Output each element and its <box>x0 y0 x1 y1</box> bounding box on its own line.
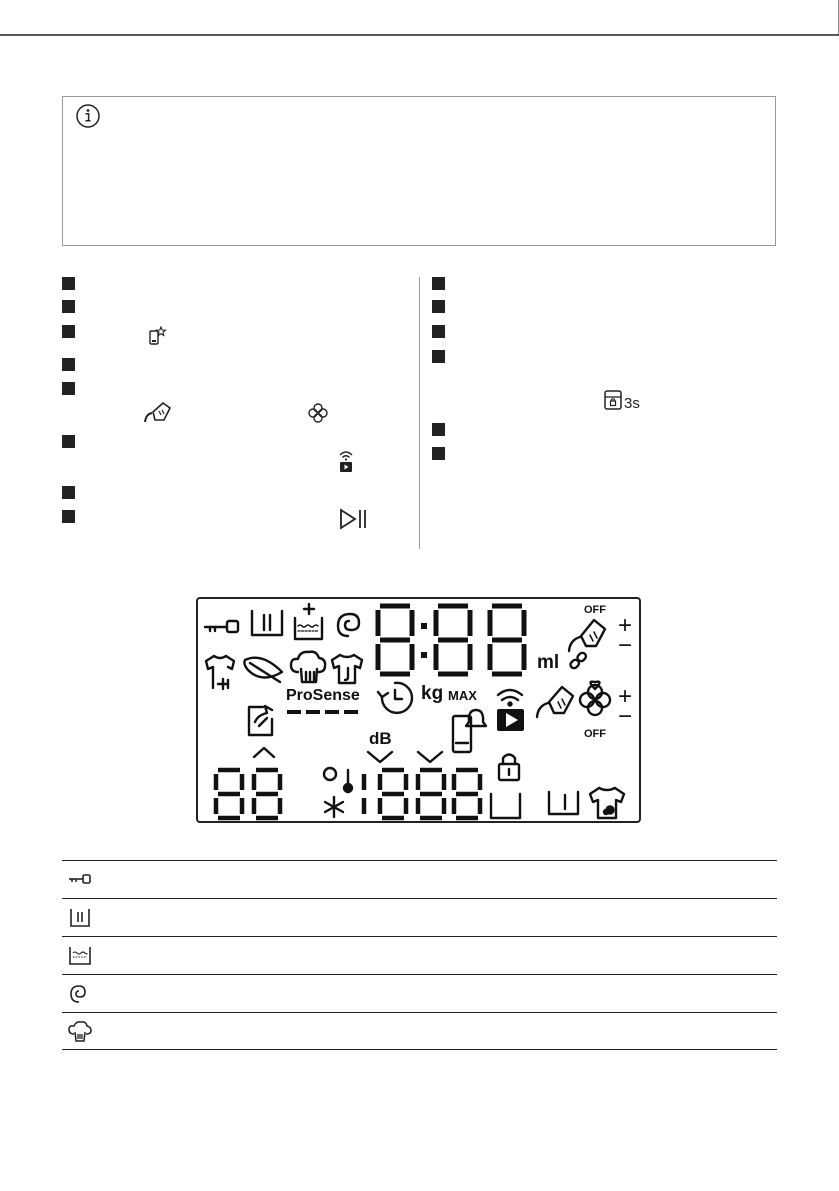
legend-number-box <box>62 325 75 338</box>
legend-number-box <box>432 325 445 338</box>
detergent-dispenser-icon <box>143 400 173 429</box>
legend-number-box <box>432 277 445 290</box>
softener-flower-icon <box>307 402 329 429</box>
legend-number-box <box>62 435 75 448</box>
start-pause-icon <box>338 507 370 536</box>
display-minus-bottom: − <box>618 703 633 730</box>
legend-number-box <box>432 447 445 460</box>
legend-number-box <box>62 300 75 313</box>
soak-icon <box>67 945 93 972</box>
display-plus-top: + <box>618 612 633 639</box>
legend-number-box <box>432 300 445 313</box>
table-row <box>62 898 777 936</box>
steam-icon <box>67 1021 93 1048</box>
legend-number-box <box>62 382 75 395</box>
remote-start-icon <box>336 449 356 478</box>
display-symbols-table <box>62 860 777 1050</box>
table-row <box>62 860 777 898</box>
display-prosense-label: ProSense <box>286 687 360 704</box>
spin-icon <box>67 983 93 1010</box>
display-off-bottom: OFF <box>584 728 606 740</box>
table-row <box>62 936 777 974</box>
legend-number-box <box>432 423 445 436</box>
column-divider <box>419 277 420 549</box>
legend-number-box <box>62 486 75 499</box>
legend-number-box <box>62 277 75 290</box>
display-max-label: MAX <box>448 688 477 703</box>
display-minus-top: − <box>618 632 633 659</box>
display-ml-unit: ml <box>537 652 560 673</box>
legend-number-box <box>432 350 445 363</box>
child-lock-duration: 3s <box>624 395 640 412</box>
control-panel-display <box>196 597 641 823</box>
phone-star-icon <box>148 326 168 351</box>
table-row <box>62 974 777 1012</box>
legend-number-box <box>62 358 75 371</box>
door-lock-key-icon <box>67 869 93 894</box>
display-kg-unit: kg <box>421 683 444 704</box>
display-plus-bottom: + <box>618 683 633 710</box>
legend-number-box <box>62 510 75 523</box>
prewash-compartment-icon <box>67 907 93 934</box>
table-row <box>62 1012 777 1050</box>
child-lock-3s-icon <box>603 389 623 416</box>
display-db-unit: dB <box>369 729 392 748</box>
display-off-top: OFF <box>584 604 606 616</box>
